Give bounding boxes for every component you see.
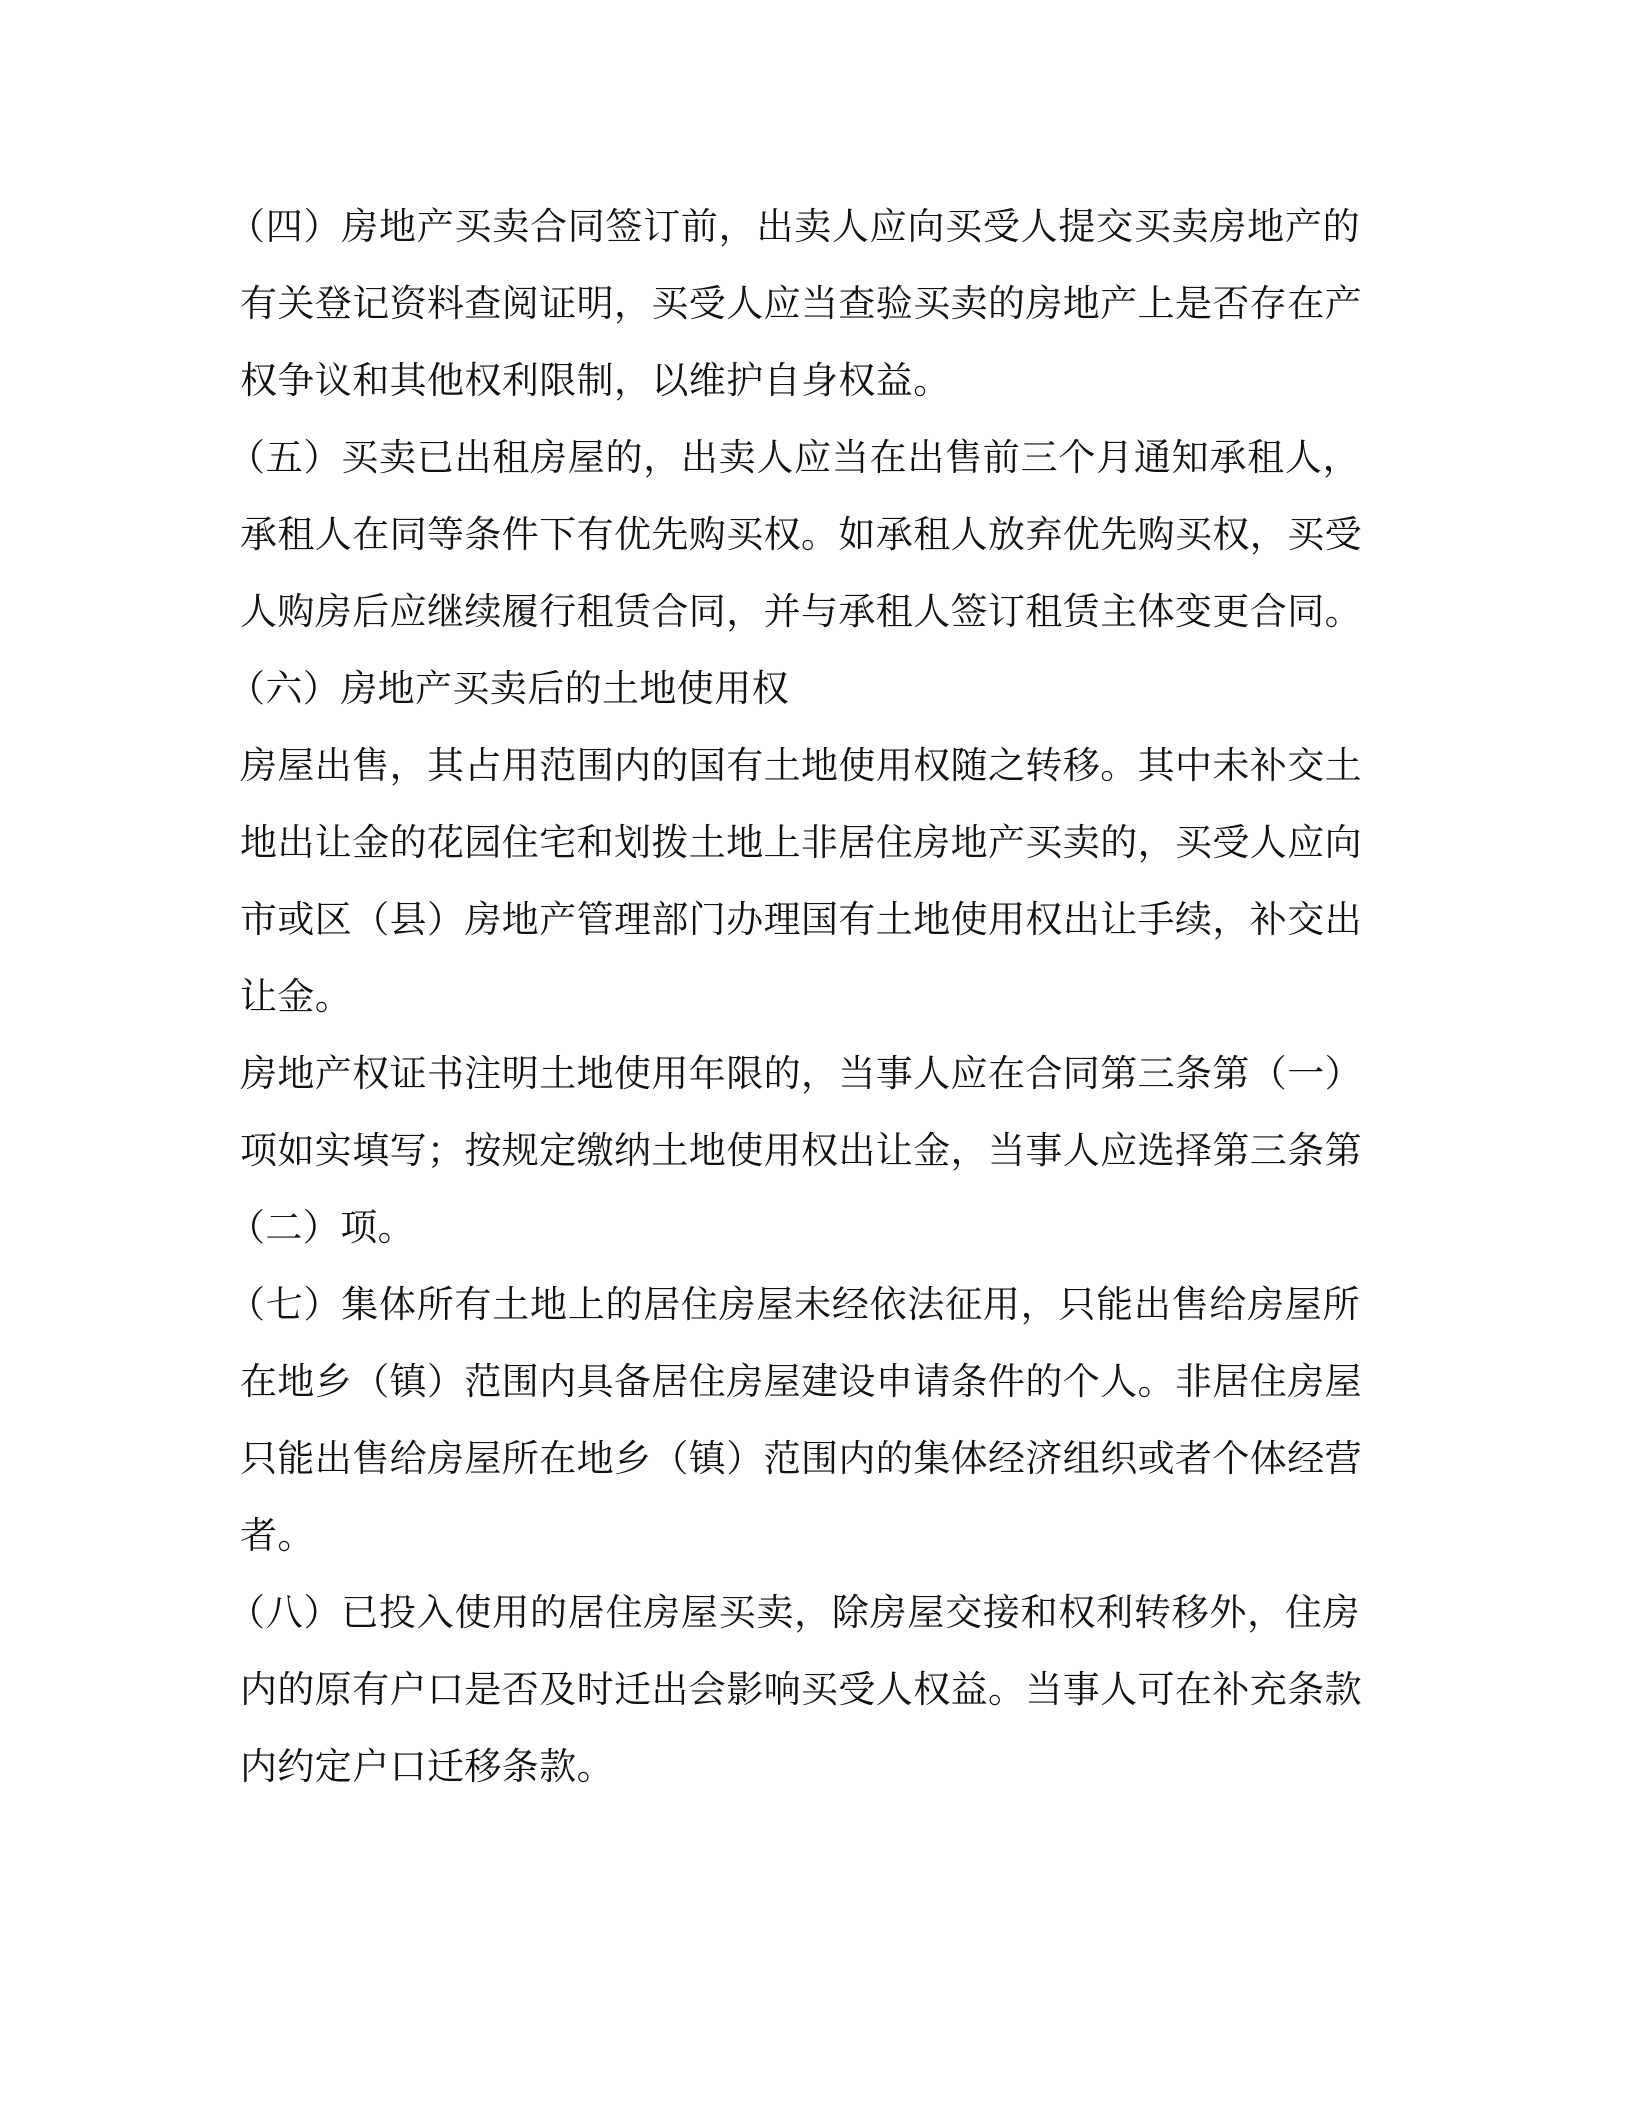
document-body <box>228 188 1362 1805</box>
paragraph-6-heading: （六）房地产买卖后的土地使用权 <box>228 667 789 710</box>
paragraph-6-line-2: 地出让金的花园住宅和划拨土地上非居住房地产买卖的，买受人应向 <box>240 821 1362 864</box>
paragraph-5-line-2: 承租人在同等条件下有优先购买权。如承租人放弃优先购买权，买受 <box>240 513 1362 556</box>
paragraph-8-line-1: （八）已投入使用的居住房屋买卖，除房屋交接和权利转移外，住房 <box>228 1591 1360 1634</box>
paragraph-7-line-2: 在地乡（镇）范围内具备居住房屋建设申请条件的个人。非居住房屋 <box>240 1360 1362 1403</box>
paragraph-6b-line-3: （二）项。 <box>228 1206 415 1249</box>
paragraph-8-line-2: 内的原有户口是否及时迁出会影响买受人权益。当事人可在补充条款 <box>240 1668 1362 1711</box>
paragraph-4-line-2: 有关登记资料查阅证明，买受人应当查验买卖的房地产上是否存在产 <box>240 282 1362 325</box>
paragraph-7-line-1: （七）集体所有土地上的居住房屋未经依法征用，只能出售给房屋所 <box>228 1283 1360 1326</box>
paragraph-4-line-1: （四）房地产买卖合同签订前，出卖人应向买受人提交买卖房地产的 <box>228 205 1360 248</box>
paragraph-6-line-4: 让金。 <box>240 975 353 1018</box>
paragraph-8-line-3: 内约定户口迁移条款。 <box>240 1745 614 1788</box>
paragraph-6-line-3: 市或区（县）房地产管理部门办理国有土地使用权出让手续，补交出 <box>240 898 1362 941</box>
paragraph-5-line-3: 人购房后应继续履行租赁合同，并与承租人签订租赁主体变更合同。 <box>240 590 1362 633</box>
paragraph-5-line-1: （五）买卖已出租房屋的，出卖人应当在出售前三个月通知承租人， <box>228 436 1360 479</box>
paragraph-6b-line-2: 项如实填写；按规定缴纳土地使用权出让金，当事人应选择第三条第 <box>240 1129 1362 1172</box>
paragraph-7-line-4: 者。 <box>240 1514 315 1557</box>
paragraph-7-line-3: 只能出售给房屋所在地乡（镇）范围内的集体经济组织或者个体经营 <box>240 1437 1362 1480</box>
paragraph-6b-line-1: 房地产权证书注明土地使用年限的，当事人应在合同第三条第（一） <box>240 1052 1362 1095</box>
paragraph-6-line-1: 房屋出售，其占用范围内的国有土地使用权随之转移。其中未补交土 <box>240 744 1362 787</box>
paragraph-4-line-3: 权争议和其他权利限制，以维护自身权益。 <box>240 359 951 402</box>
